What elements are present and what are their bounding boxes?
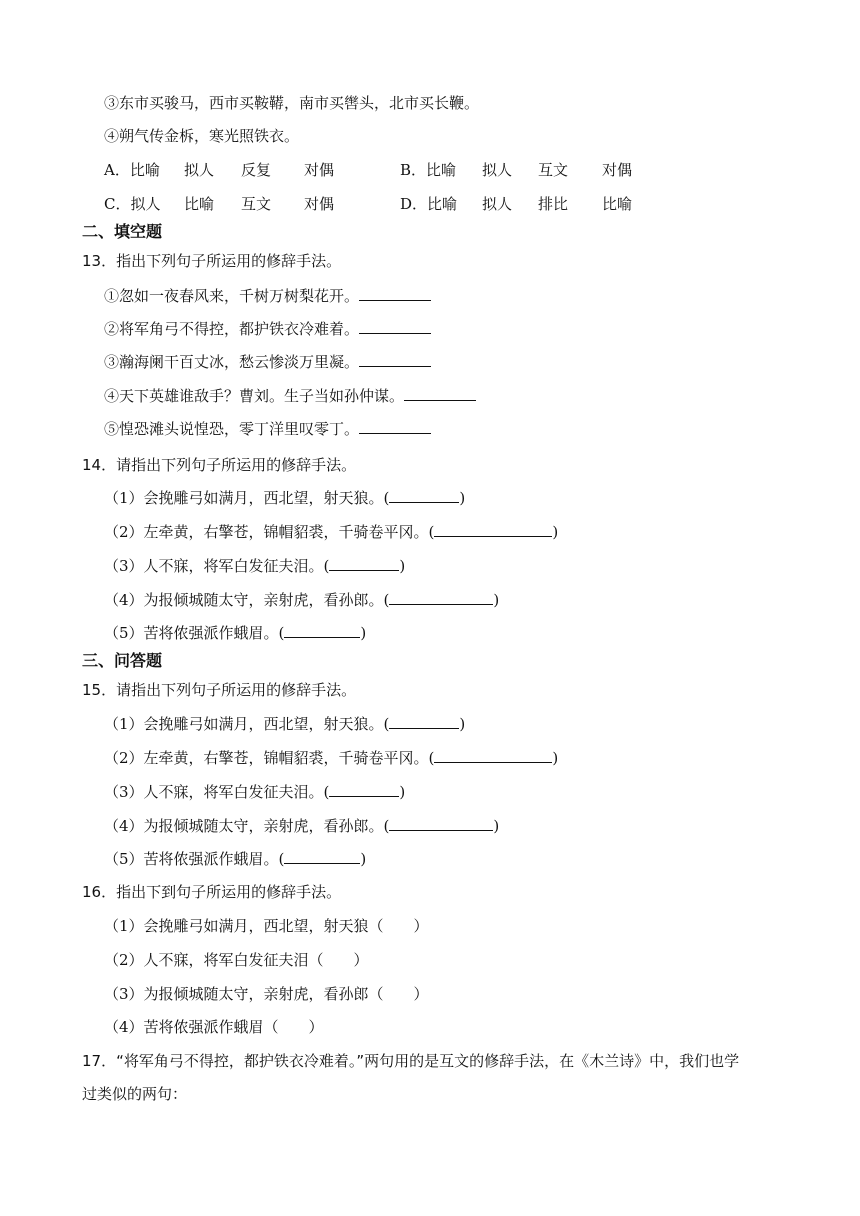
q15-blank-1[interactable]: [389, 713, 459, 729]
option-d-3: 排比: [538, 195, 569, 213]
q12-item-4: ④朔气传金柝，寒光照铁衣。: [104, 127, 300, 145]
option-a-2: 拟人: [184, 161, 215, 179]
option-b-2: 拟人: [482, 161, 513, 179]
q15-item-3-text: （3）人不寐，将军白发征夫泪。(: [104, 783, 330, 801]
q15-blank-5[interactable]: [284, 848, 360, 864]
option-d-label: D．: [400, 195, 428, 213]
q15-item-1-text: （1）会挽雕弓如满月，西北望，射天狼。(: [104, 715, 390, 733]
option-c-1: 拟人: [130, 195, 161, 213]
q13-blank-4[interactable]: [404, 385, 476, 401]
q15-blank-4[interactable]: [389, 815, 493, 831]
option-b: [400, 159, 456, 181]
q15-blank-3[interactable]: [329, 781, 399, 797]
q17-line-1: 17．“将军角弓不得控，都护铁衣冷难着。”两句用的是互文的修辞手法，在《木兰诗》中，我们也学: [82, 1052, 740, 1070]
option-d: [400, 193, 457, 215]
q17-line-2: 过类似的两句：: [82, 1085, 188, 1103]
q14-item-4-text: （4）为报倾城随太守，亲射虎，看孙郎。(: [104, 591, 390, 609]
option-a-4: 对偶: [304, 161, 335, 179]
q13-item-3-text: ③瀚海阑干百丈冰，愁云惨淡万里凝。: [104, 353, 360, 371]
q14-item-2-text: （2）左牵黄，右擎苍，锦帽貂裘，千骑卷平冈。(: [104, 523, 435, 541]
q16-item-2[interactable]: （2）人不寐，将军白发征夫泪（ ）: [104, 951, 369, 969]
option-c-3: 互文: [241, 195, 272, 213]
q13-item-5-text: ⑤惶恐滩头说惶恐，零丁洋里叹零丁。: [104, 420, 360, 438]
q15-stem: 15．请指出下列句子所运用的修辞手法。: [82, 681, 357, 699]
q13-blank-2[interactable]: [359, 318, 431, 334]
q13-stem: 13．指出下列句子所运用的修辞手法。: [82, 252, 342, 270]
q14-close-4: ): [493, 591, 500, 609]
q13-item-2: [104, 318, 431, 340]
q13-item-3: [104, 351, 431, 373]
q15-close-4: ): [493, 817, 500, 835]
q12-item-3: ③东市买骏马，西市买鞍鞯，南市买辔头，北市买长鞭。: [104, 94, 480, 112]
option-d-4: 比喻: [602, 195, 633, 213]
q14-blank-3[interactable]: [329, 555, 399, 571]
q15-item-5-text: （5）苦将侬强派作蛾眉。(: [104, 850, 285, 868]
q16-item-3[interactable]: （3）为报倾城随太守，亲射虎，看孙郎（ ）: [104, 985, 429, 1003]
q14-close-2: ): [552, 523, 559, 541]
option-b-4: 对偶: [602, 161, 633, 179]
q15-item-4: [104, 815, 499, 837]
q14-blank-5[interactable]: [284, 622, 360, 638]
q14-stem: 14．请指出下列句子所运用的修辞手法。: [82, 456, 357, 474]
q13-blank-1[interactable]: [359, 285, 431, 301]
q15-close-3: ): [399, 783, 406, 801]
option-a-label: A．: [104, 161, 130, 179]
option-b-3: 互文: [538, 161, 569, 179]
option-c-label: C．: [104, 195, 131, 213]
q15-item-1: [104, 713, 465, 735]
q14-item-3: [104, 555, 405, 577]
option-a-3: 反复: [241, 161, 272, 179]
q15-close-5: ): [360, 850, 367, 868]
q15-item-5: [104, 848, 366, 870]
q14-blank-1[interactable]: [389, 487, 459, 503]
q15-close-1: ): [459, 715, 466, 733]
q13-item-1: [104, 285, 431, 307]
q14-close-3: ): [399, 557, 406, 575]
q13-blank-5[interactable]: [359, 418, 431, 434]
option-c: [104, 193, 161, 215]
q14-item-4: [104, 589, 499, 611]
q14-close-5: ): [360, 624, 367, 642]
q15-blank-2[interactable]: [434, 747, 552, 763]
q13-item-1-text: ①忽如一夜春风来，千树万树梨花开。: [104, 287, 360, 305]
q14-item-3-text: （3）人不寐，将军白发征夫泪。(: [104, 557, 330, 575]
q14-item-1: [104, 487, 465, 509]
option-d-1: 比喻: [427, 195, 458, 213]
q15-item-4-text: （4）为报倾城随太守，亲射虎，看孙郎。(: [104, 817, 390, 835]
option-a-1: 比喻: [129, 161, 160, 179]
q16-item-1[interactable]: （1）会挽雕弓如满月，西北望，射天狼（ ）: [104, 917, 429, 935]
q14-item-2: [104, 521, 558, 543]
q14-item-5: [104, 622, 366, 644]
q15-item-2: [104, 747, 558, 769]
q16-item-4[interactable]: （4）苦将侬强派作蛾眉（ ）: [104, 1018, 324, 1036]
q14-blank-2[interactable]: [434, 521, 552, 537]
q14-blank-4[interactable]: [389, 589, 493, 605]
q14-item-1-text: （1）会挽雕弓如满月，西北望，射天狼。(: [104, 489, 390, 507]
q14-item-5-text: （5）苦将侬强派作蛾眉。(: [104, 624, 285, 642]
option-d-2: 拟人: [482, 195, 513, 213]
option-a: [104, 159, 160, 181]
option-c-4: 对偶: [304, 195, 335, 213]
q13-item-5: [104, 418, 431, 440]
q15-close-2: ): [552, 749, 559, 767]
q13-item-2-text: ②将军角弓不得控，都护铁衣冷难着。: [104, 320, 360, 338]
q15-item-3: [104, 781, 405, 803]
option-c-2: 比喻: [184, 195, 215, 213]
q13-item-4-text: ④天下英雄谁敌手？曹刘。生子当如孙仲谋。: [104, 387, 405, 405]
option-b-1: 比喻: [426, 161, 457, 179]
q13-item-4: [104, 385, 476, 407]
q16-stem: 16．指出下到句子所运用的修辞手法。: [82, 883, 342, 901]
q13-blank-3[interactable]: [359, 351, 431, 367]
option-b-label: B．: [400, 161, 427, 179]
section-3-title: 三、问答题: [82, 651, 163, 670]
q14-close-1: ): [459, 489, 466, 507]
q15-item-2-text: （2）左牵黄，右擎苍，锦帽貂裘，千骑卷平冈。(: [104, 749, 435, 767]
section-2-title: 二、填空题: [82, 222, 163, 241]
